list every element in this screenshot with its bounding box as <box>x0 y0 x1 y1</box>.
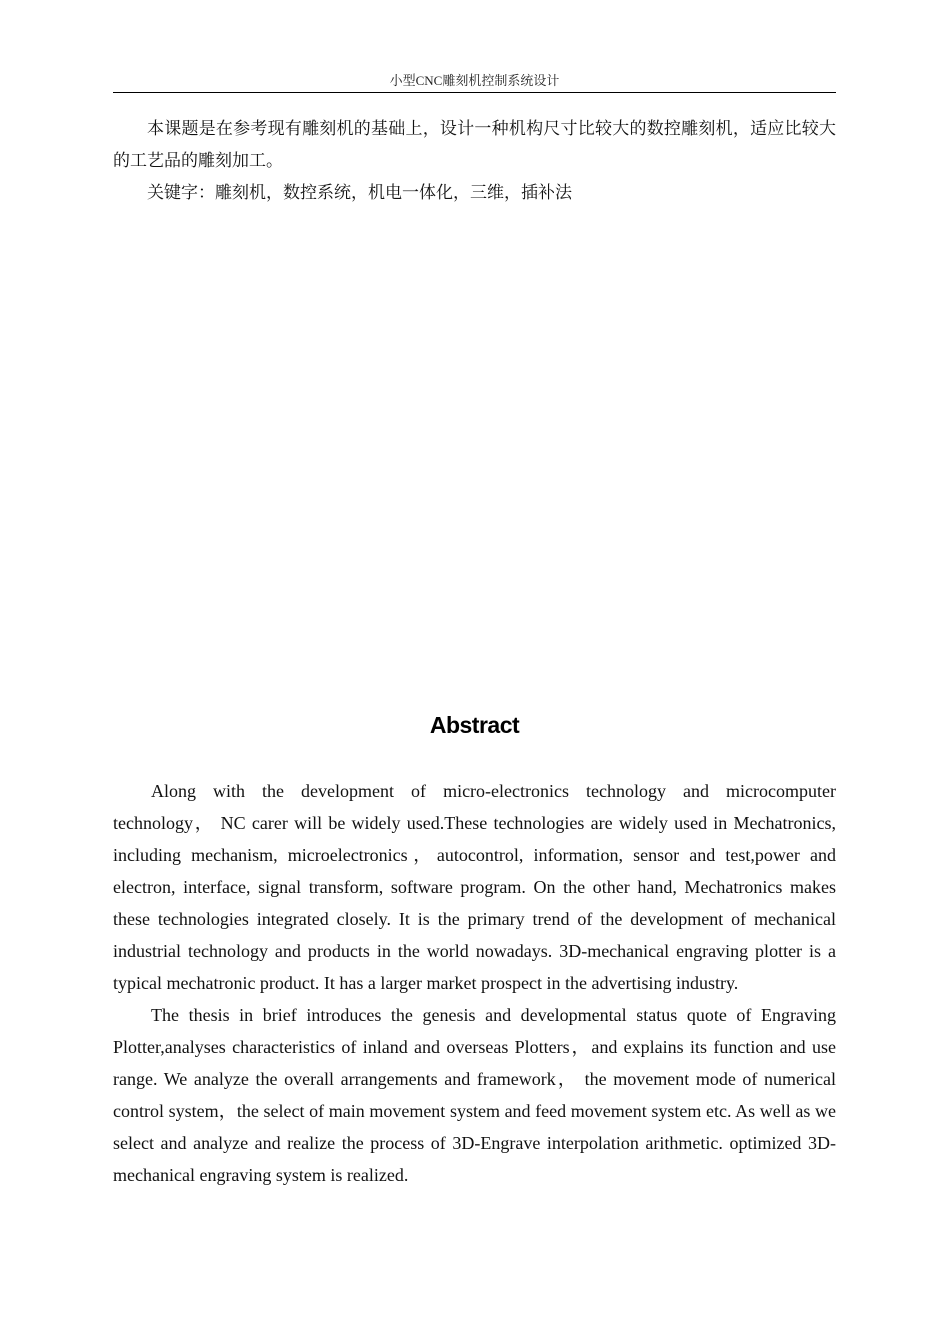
chinese-abstract <box>113 113 836 209</box>
chinese-abstract-paragraph: 本课题是在参考现有雕刻机的基础上，设计一种机构尺寸比较大的数控雕刻机，适应比较大的工艺品的雕刻加工。 <box>113 119 836 170</box>
header-title: 小型CNC雕刻机控制系统设计 <box>389 73 560 88</box>
english-abstract-paragraph-1: Along with the development of micro-electronics technology and microcomputer technology， NC carer will be widely used.These technologies are widely used in Mechatronics, including mechanism, microelectronics，autocontrol, information, sensor and test,power and electron, interface, signal transform, software program. On the other hand, Mechatronics makes these technologies integrated closely. It is the primary trend of the development of mechanical industrial technology and products in the world nowadays. 3D-mechanical engraving plotter is a typical mechatronic product. It has a larger market prospect in the advertising industry. <box>113 781 836 993</box>
english-abstract <box>113 775 836 1191</box>
english-abstract-paragraph-2: The thesis in brief introduces the genesis and developmental status quote of Engraving Plotter,analyses characteristics of inland and overseas Plotters，and explains its function and use range. We analyze the overall arrangements and framework， the movement mode of numerical control system，the select of main movement system and feed movement system etc. As well as we select and analyze and realize the process of 3D-Engrave interpolation arithmetic. optimized 3D-mechanical engraving system is realized. <box>113 1005 836 1185</box>
page-header <box>113 72 836 93</box>
abstract-heading: Abstract <box>429 712 520 738</box>
chinese-keywords: 关键字：雕刻机，数控系统，机电一体化，三维，插补法 <box>147 183 572 202</box>
